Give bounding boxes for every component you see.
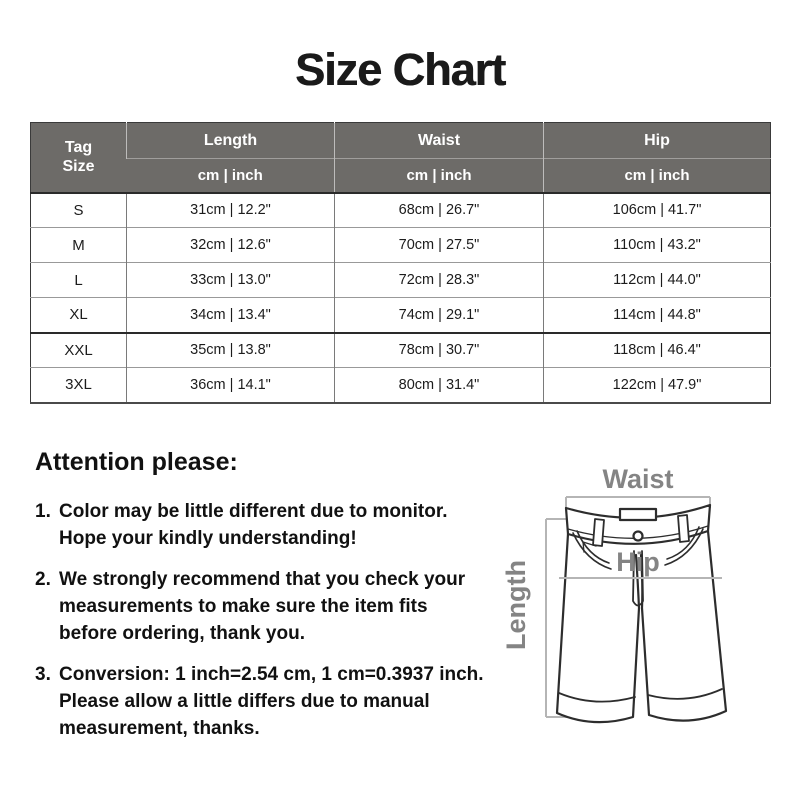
size-cell: XXL (31, 333, 127, 368)
waist-cell: 70cm | 27.5" (335, 228, 544, 263)
table-row-xl (31, 298, 771, 333)
length-cell: 32cm | 12.6" (127, 228, 335, 263)
page-title: Size Chart (294, 44, 506, 95)
item-line: Conversion: 1 inch=2.54 cm, 1 cm=0.3937 inch. (59, 664, 484, 685)
length-cell: 33cm | 13.0" (127, 263, 335, 298)
size-cell: 3XL (31, 368, 127, 403)
attention-item-3 (35, 661, 485, 742)
item-marker: 2. (35, 569, 51, 590)
hip-label: Hip (616, 547, 660, 577)
hip-cell: 112cm | 44.0" (544, 263, 771, 298)
item-line: We strongly recommend that you check your (59, 569, 466, 590)
column-header-length: Length (127, 123, 335, 159)
shorts-diagram-svg (493, 445, 795, 751)
length-cell: 31cm | 12.2" (127, 193, 335, 228)
item-line: Please allow a little differs due to manual (59, 691, 430, 712)
length-label: Length (501, 560, 531, 650)
length-units-header: cm | inch (127, 159, 335, 193)
item-marker: 1. (35, 501, 51, 522)
item-line: measurement, thanks. (59, 718, 260, 739)
waist-cell: 74cm | 29.1" (335, 298, 544, 333)
waist-cell: 80cm | 31.4" (335, 368, 544, 403)
length-cell: 35cm | 13.8" (127, 333, 335, 368)
waist-cell: 78cm | 30.7" (335, 333, 544, 368)
hip-cell: 106cm | 41.7" (544, 193, 771, 228)
table-row-xxl (31, 333, 771, 368)
length-cell: 34cm | 13.4" (127, 298, 335, 333)
item-line: Hope your kindly understanding! (59, 528, 357, 549)
item-line: before ordering, thank you. (59, 623, 305, 644)
shorts-measurement-diagram (493, 445, 795, 751)
column-header-waist: Waist (335, 123, 544, 159)
item-text (59, 661, 485, 742)
size-cell: S (31, 193, 127, 228)
table-row-l (31, 263, 771, 298)
length-cell: 36cm | 14.1" (127, 368, 335, 403)
tag-header-line1: Tag (64, 139, 93, 157)
item-line: measurements to make sure the item fits (59, 596, 428, 617)
size-cell: M (31, 228, 127, 263)
table-row-s (31, 193, 771, 228)
hip-cell: 118cm | 46.4" (544, 333, 771, 368)
hip-cell: 114cm | 44.8" (544, 298, 771, 333)
item-text (59, 566, 485, 647)
waist-label: Waist (602, 464, 674, 494)
size-table (30, 122, 771, 404)
shorts-outline (557, 505, 726, 722)
size-table-header (31, 123, 771, 193)
hip-units-header: cm | inch (544, 159, 771, 193)
size-cell: L (31, 263, 127, 298)
hip-cell: 122cm | 47.9" (544, 368, 771, 403)
attention-item-1 (35, 498, 485, 552)
tag-size-header (31, 123, 127, 193)
attention-item-2 (35, 566, 485, 647)
table-row-m (31, 228, 771, 263)
size-cell: XL (31, 298, 127, 333)
item-marker: 3. (35, 664, 51, 685)
header-row-units (31, 159, 771, 193)
attention-heading: Attention please: (35, 448, 238, 476)
column-header-hip: Hip (544, 123, 771, 159)
header-row-main (31, 123, 771, 159)
item-text (59, 498, 485, 552)
tag-header-line2: Size (62, 158, 95, 176)
item-line: Color may be little different due to monitor. (59, 501, 448, 522)
waist-units-header: cm | inch (335, 159, 544, 193)
waist-cell: 72cm | 28.3" (335, 263, 544, 298)
table-row-3xl (31, 368, 771, 403)
attention-section (35, 448, 485, 756)
waist-cell: 68cm | 26.7" (335, 193, 544, 228)
hip-cell: 110cm | 43.2" (544, 228, 771, 263)
